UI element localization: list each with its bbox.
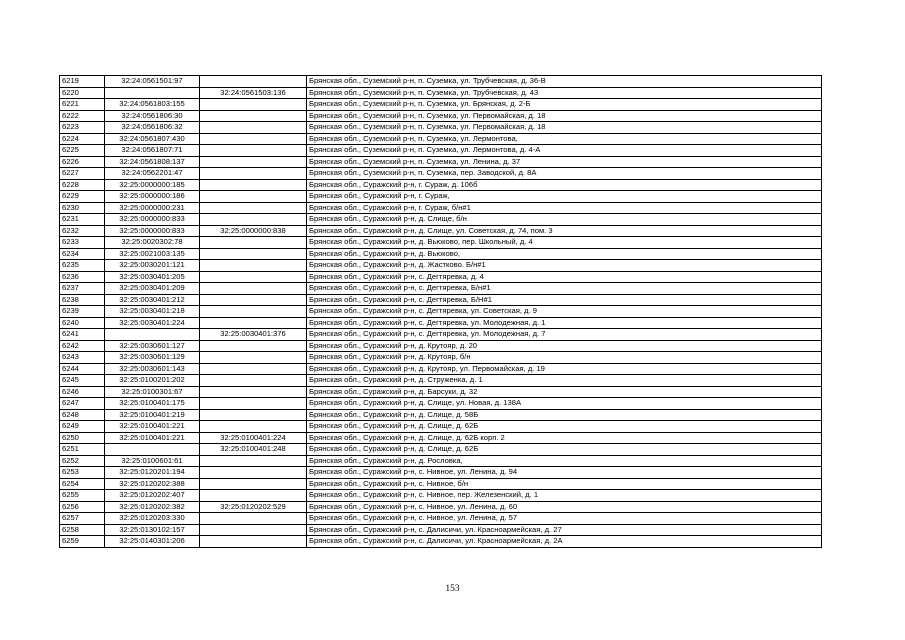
secondary-cadastral-number-cell <box>200 122 307 134</box>
table-row <box>60 225 822 237</box>
address-cell: Брянская обл., Суражский р-н, с. Дегтяревка, Б/н#1 <box>307 283 822 295</box>
secondary-cadastral-number-cell <box>200 110 307 122</box>
row-number-cell: 6220 <box>60 87 105 99</box>
secondary-cadastral-number-cell <box>200 179 307 191</box>
cadastral-number-cell: 32:25:0030601:127 <box>105 340 200 352</box>
table-row <box>60 122 822 134</box>
cadastral-number-cell: 32:25:0030401:209 <box>105 283 200 295</box>
cadastral-number-cell: 32:24:0561808:137 <box>105 156 200 168</box>
address-cell: Брянская обл., Суражский р-н, д. Барсуки, д. 32 <box>307 386 822 398</box>
table-row <box>60 133 822 145</box>
address-cell: Брянская обл., Суземский р-н, п. Суземка, ул. Лермонтова, д. 4-А <box>307 145 822 157</box>
row-number-cell: 6236 <box>60 271 105 283</box>
page-number: 153 <box>445 584 460 594</box>
table-row <box>60 271 822 283</box>
cadastral-number-cell <box>105 87 200 99</box>
secondary-cadastral-number-cell <box>200 375 307 387</box>
cadastral-number-cell: 32:25:0000000:833 <box>105 214 200 226</box>
table-row <box>60 501 822 513</box>
cadastral-number-cell: 32:25:0120202:382 <box>105 501 200 513</box>
cadastral-number-cell: 32:25:0100301:67 <box>105 386 200 398</box>
row-number-cell: 6230 <box>60 202 105 214</box>
secondary-cadastral-number-cell <box>200 513 307 525</box>
cadastral-number-cell: 32:25:0130102:157 <box>105 524 200 536</box>
secondary-cadastral-number-cell: 32:24:0561503:136 <box>200 87 307 99</box>
table-row <box>60 329 822 341</box>
table-row <box>60 145 822 157</box>
address-cell: Брянская обл., Суражский р-н, д. Слище, б/н <box>307 214 822 226</box>
table-row <box>60 237 822 249</box>
address-cell: Брянская обл., Суражский р-н, д. Слище, д. 62Б <box>307 421 822 433</box>
secondary-cadastral-number-cell <box>200 363 307 375</box>
cadastral-number-cell: 32:25:0030601:129 <box>105 352 200 364</box>
table-row <box>60 363 822 375</box>
secondary-cadastral-number-cell <box>200 237 307 249</box>
address-cell: Брянская обл., Суражский р-н, с. Нивное, ул. Ленина, д. 60 <box>307 501 822 513</box>
table-row <box>60 455 822 467</box>
address-cell: Брянская обл., Суземский р-н, п. Суземка, ул. Ленина, д. 37 <box>307 156 822 168</box>
table-row <box>60 248 822 260</box>
secondary-cadastral-number-cell: 32:25:0120202:529 <box>200 501 307 513</box>
cadastral-number-cell: 32:25:0030401:212 <box>105 294 200 306</box>
cadastral-number-cell: 32:25:0140301:206 <box>105 536 200 548</box>
table-row <box>60 524 822 536</box>
address-cell: Брянская обл., Суражский р-н, с. Нивное, ул. Ленина, д. 94 <box>307 467 822 479</box>
row-number-cell: 6239 <box>60 306 105 318</box>
secondary-cadastral-number-cell <box>200 467 307 479</box>
row-number-cell: 6244 <box>60 363 105 375</box>
secondary-cadastral-number-cell <box>200 398 307 410</box>
row-number-cell: 6223 <box>60 122 105 134</box>
table-row <box>60 317 822 329</box>
cadastral-number-cell: 32:25:0120203:330 <box>105 513 200 525</box>
cadastral-number-cell: 32:25:0120202:388 <box>105 478 200 490</box>
row-number-cell: 6256 <box>60 501 105 513</box>
table-row <box>60 76 822 88</box>
address-cell: Брянская обл., Суражский р-н, д. Жастково. Б/н#1 <box>307 260 822 272</box>
address-cell: Брянская обл., Суземский р-н, п. Суземка, ул. Брянская, д. 2-Б <box>307 99 822 111</box>
row-number-cell: 6242 <box>60 340 105 352</box>
table-row <box>60 306 822 318</box>
secondary-cadastral-number-cell <box>200 306 307 318</box>
secondary-cadastral-number-cell <box>200 536 307 548</box>
cadastral-number-cell: 32:24:0562201:47 <box>105 168 200 180</box>
address-cell: Брянская обл., Суражский р-н, д. Крутояр, б/н <box>307 352 822 364</box>
registry-table-body <box>60 76 822 548</box>
row-number-cell: 6246 <box>60 386 105 398</box>
cadastral-number-cell: 32:25:0000000:833 <box>105 225 200 237</box>
secondary-cadastral-number-cell: 32:25:0100401:248 <box>200 444 307 456</box>
secondary-cadastral-number-cell <box>200 202 307 214</box>
table-row <box>60 478 822 490</box>
row-number-cell: 6259 <box>60 536 105 548</box>
table-row <box>60 432 822 444</box>
secondary-cadastral-number-cell <box>200 283 307 295</box>
table-row <box>60 375 822 387</box>
secondary-cadastral-number-cell <box>200 478 307 490</box>
secondary-cadastral-number-cell <box>200 317 307 329</box>
secondary-cadastral-number-cell <box>200 156 307 168</box>
cadastral-number-cell: 32:25:0000000:186 <box>105 191 200 203</box>
address-cell: Брянская обл., Суражский р-н, д. Слище, д. 62Б корп. 2 <box>307 432 822 444</box>
row-number-cell: 6238 <box>60 294 105 306</box>
row-number-cell: 6237 <box>60 283 105 295</box>
address-cell: Брянская обл., Суражский р-н, г. Сураж, д. 106б <box>307 179 822 191</box>
table-row <box>60 87 822 99</box>
table-row <box>60 283 822 295</box>
row-number-cell: 6235 <box>60 260 105 272</box>
row-number-cell: 6248 <box>60 409 105 421</box>
address-cell: Брянская обл., Суземский р-н, п. Суземка, ул. Трубчевская, д. 36-В <box>307 76 822 88</box>
secondary-cadastral-number-cell: 32:25:0030401:376 <box>200 329 307 341</box>
table-row <box>60 168 822 180</box>
cadastral-number-cell: 32:25:0120202:407 <box>105 490 200 502</box>
row-number-cell: 6228 <box>60 179 105 191</box>
cadastral-number-cell: 32:25:0100401:221 <box>105 432 200 444</box>
row-number-cell: 6224 <box>60 133 105 145</box>
cadastral-number-cell: 32:24:0561806:30 <box>105 110 200 122</box>
table-row <box>60 214 822 226</box>
row-number-cell: 6254 <box>60 478 105 490</box>
address-cell: Брянская обл., Суражский р-н, д. Крутояр, д. 20 <box>307 340 822 352</box>
secondary-cadastral-number-cell <box>200 421 307 433</box>
secondary-cadastral-number-cell <box>200 490 307 502</box>
cadastral-number-cell: 32:25:0020302:78 <box>105 237 200 249</box>
address-cell: Брянская обл., Суражский р-н, с. Нивное, пер. Железенский, д. 1 <box>307 490 822 502</box>
address-cell: Брянская обл., Суражский р-н, д. Слище, ул. Советская, д. 74, пом. 3 <box>307 225 822 237</box>
address-cell: Брянская обл., Суражский р-н, д. Крутояр, ул. Первомайская, д. 19 <box>307 363 822 375</box>
row-number-cell: 6245 <box>60 375 105 387</box>
address-cell: Брянская обл., Суражский р-н, г. Сураж, <box>307 191 822 203</box>
table-row <box>60 398 822 410</box>
secondary-cadastral-number-cell <box>200 409 307 421</box>
secondary-cadastral-number-cell <box>200 133 307 145</box>
secondary-cadastral-number-cell <box>200 340 307 352</box>
address-cell: Брянская обл., Суражский р-н, с. Далисичи, ул. Красноармейская, д. 2А <box>307 536 822 548</box>
address-cell: Брянская обл., Суражский р-н, д. Струженка, д. 1 <box>307 375 822 387</box>
row-number-cell: 6225 <box>60 145 105 157</box>
table-row <box>60 191 822 203</box>
table-row <box>60 110 822 122</box>
secondary-cadastral-number-cell <box>200 191 307 203</box>
cadastral-number-cell: 32:24:0561803:155 <box>105 99 200 111</box>
cadastral-number-cell: 32:25:0100201:202 <box>105 375 200 387</box>
cadastral-number-cell: 32:25:0100601:61 <box>105 455 200 467</box>
row-number-cell: 6257 <box>60 513 105 525</box>
address-cell: Брянская обл., Суземский р-н, п. Суземка, ул. Первомайская, д. 18 <box>307 110 822 122</box>
address-cell: Брянская обл., Суземский р-н, п. Суземка, ул. Трубчевская, д. 43 <box>307 87 822 99</box>
row-number-cell: 6229 <box>60 191 105 203</box>
address-cell: Брянская обл., Суражский р-н, с. Дегтяревка, ул. Молодежная, д. 7 <box>307 329 822 341</box>
cadastral-number-cell: 32:25:0030401:224 <box>105 317 200 329</box>
table-row <box>60 179 822 191</box>
address-cell: Брянская обл., Суражский р-н, д. Вьюково, пер. Школьный, д. 4 <box>307 237 822 249</box>
table-row <box>60 467 822 479</box>
row-number-cell: 6243 <box>60 352 105 364</box>
address-cell: Брянская обл., Суражский р-н, с. Дегтяревка, ул. Молодежная, д. 1 <box>307 317 822 329</box>
address-cell: Брянская обл., Суземский р-н, п. Суземка, пер. Заводской, д. 8А <box>307 168 822 180</box>
secondary-cadastral-number-cell <box>200 271 307 283</box>
table-row <box>60 340 822 352</box>
secondary-cadastral-number-cell <box>200 168 307 180</box>
cadastral-number-cell: 32:25:0000000:231 <box>105 202 200 214</box>
row-number-cell: 6247 <box>60 398 105 410</box>
row-number-cell: 6233 <box>60 237 105 249</box>
cadastral-number-cell: 32:25:0000000:185 <box>105 179 200 191</box>
secondary-cadastral-number-cell <box>200 524 307 536</box>
row-number-cell: 6219 <box>60 76 105 88</box>
address-cell: Брянская обл., Суражский р-н, с. Нивное, ул. Ленина, д. 57 <box>307 513 822 525</box>
secondary-cadastral-number-cell: 32:25:0000000:838 <box>200 225 307 237</box>
address-cell: Брянская обл., Суземский р-н, п. Суземка, ул. Первомайская, д. 18 <box>307 122 822 134</box>
registry-table <box>59 75 822 548</box>
row-number-cell: 6251 <box>60 444 105 456</box>
address-cell: Брянская обл., Суражский р-н, с. Дегтяревка, Б/Н#1 <box>307 294 822 306</box>
table-row <box>60 536 822 548</box>
cadastral-number-cell: 32:25:0021003:135 <box>105 248 200 260</box>
row-number-cell: 6222 <box>60 110 105 122</box>
row-number-cell: 6249 <box>60 421 105 433</box>
address-cell: Брянская обл., Суражский р-н, г. Сураж, б/н#1 <box>307 202 822 214</box>
secondary-cadastral-number-cell <box>200 455 307 467</box>
row-number-cell: 6232 <box>60 225 105 237</box>
secondary-cadastral-number-cell <box>200 386 307 398</box>
address-cell: Брянская обл., Суражский р-н, с. Дегтяревка, д. 4 <box>307 271 822 283</box>
address-cell: Брянская обл., Суражский р-н, д. Рословка, <box>307 455 822 467</box>
address-cell: Брянская обл., Суражский р-н, д. Слище, ул. Новая, д. 138А <box>307 398 822 410</box>
table-row <box>60 352 822 364</box>
secondary-cadastral-number-cell <box>200 76 307 88</box>
table-row <box>60 421 822 433</box>
row-number-cell: 6221 <box>60 99 105 111</box>
row-number-cell: 6226 <box>60 156 105 168</box>
cadastral-number-cell: 32:25:0100401:175 <box>105 398 200 410</box>
cadastral-number-cell: 32:25:0030201:121 <box>105 260 200 272</box>
row-number-cell: 6253 <box>60 467 105 479</box>
secondary-cadastral-number-cell: 32:25:0100401:224 <box>200 432 307 444</box>
cadastral-number-cell: 32:25:0030601:143 <box>105 363 200 375</box>
row-number-cell: 6240 <box>60 317 105 329</box>
cadastral-number-cell: 32:24:0561807:71 <box>105 145 200 157</box>
row-number-cell: 6250 <box>60 432 105 444</box>
row-number-cell: 6234 <box>60 248 105 260</box>
row-number-cell: 6241 <box>60 329 105 341</box>
table-row <box>60 444 822 456</box>
address-cell: Брянская обл., Суражский р-н, д. Слище, д. 62Б <box>307 444 822 456</box>
address-cell: Брянская обл., Суражский р-н, с. Дегтяревка, ул. Советская, д. 9 <box>307 306 822 318</box>
address-cell: Брянская обл., Суражский р-н, с. Далисичи, ул. Красноармейская, д. 27 <box>307 524 822 536</box>
secondary-cadastral-number-cell <box>200 352 307 364</box>
table-row <box>60 513 822 525</box>
table-row <box>60 294 822 306</box>
table-row <box>60 386 822 398</box>
address-cell: Брянская обл., Суражский р-н, с. Нивное, б/н <box>307 478 822 490</box>
table-row <box>60 156 822 168</box>
table-row <box>60 260 822 272</box>
address-cell: Брянская обл., Суражский р-н, д. Слище, д. 58Б <box>307 409 822 421</box>
row-number-cell: 6255 <box>60 490 105 502</box>
cadastral-number-cell: 32:25:0030401:218 <box>105 306 200 318</box>
table-row <box>60 409 822 421</box>
address-cell: Брянская обл., Суражский р-н, д. Вьюково, <box>307 248 822 260</box>
cadastral-number-cell: 32:24:0561806:32 <box>105 122 200 134</box>
secondary-cadastral-number-cell <box>200 260 307 272</box>
secondary-cadastral-number-cell <box>200 99 307 111</box>
cadastral-number-cell: 32:24:0561501:97 <box>105 76 200 88</box>
row-number-cell: 6252 <box>60 455 105 467</box>
secondary-cadastral-number-cell <box>200 294 307 306</box>
cadastral-number-cell: 32:25:0100401:219 <box>105 409 200 421</box>
secondary-cadastral-number-cell <box>200 248 307 260</box>
address-cell: Брянская обл., Суземский р-н, п. Суземка, ул. Лермонтова, <box>307 133 822 145</box>
secondary-cadastral-number-cell <box>200 214 307 226</box>
table-row <box>60 202 822 214</box>
row-number-cell: 6227 <box>60 168 105 180</box>
row-number-cell: 6258 <box>60 524 105 536</box>
cadastral-number-cell: 32:25:0030401:205 <box>105 271 200 283</box>
table-row <box>60 490 822 502</box>
table-row <box>60 99 822 111</box>
cadastral-number-cell: 32:25:0120201:194 <box>105 467 200 479</box>
row-number-cell: 6231 <box>60 214 105 226</box>
cadastral-number-cell: 32:24:0561807:430 <box>105 133 200 145</box>
cadastral-number-cell: 32:25:0100401:221 <box>105 421 200 433</box>
secondary-cadastral-number-cell <box>200 145 307 157</box>
cadastral-number-cell <box>105 444 200 456</box>
cadastral-number-cell <box>105 329 200 341</box>
